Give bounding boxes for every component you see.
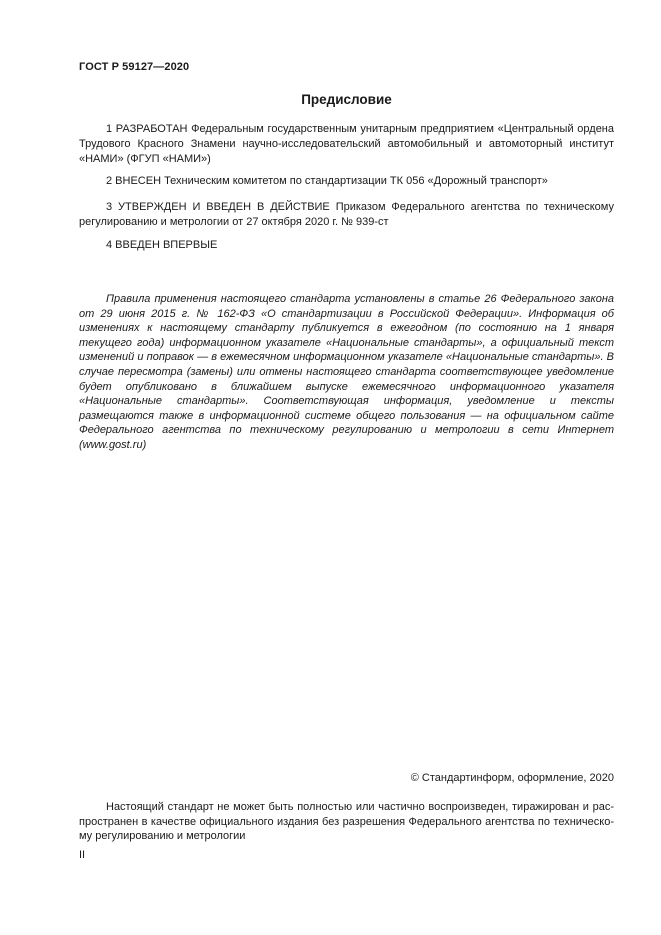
standard-code: ГОСТ Р 59127—2020 (79, 61, 190, 73)
foreword-item-introduced: 4 ВВЕДЕН ВПЕРВЫЕ (106, 239, 218, 251)
section-title: Предисловие (301, 92, 392, 107)
foreword-item-developed: 1 РАЗРАБОТАН Федеральным государственным унитарным предприятием «Центральный ордена Трудового Красного Знамени научно-исследовательский автомобильный и автомоторный институт «НАМИ» (ФГУП «НАМИ») (79, 123, 614, 165)
foreword-item-submitted: 2 ВНЕСЕН Техническим комитетом по стандартизации ТК 056 «Дорожный транспорт» (106, 175, 548, 187)
application-rules-notice: Правила применения настоящего стандарта установлены в статье 26 Федерального закона от 29 июня 2015 г. № 162-ФЗ «О стандартизации в Российской Федерации». Информация об изменениях к настоящему стандарту публикуется в ежегодном (по состоянию на 1 января текущего года) информационном указателе «Национальные стандарты», а официальный текст изменений и поправок — в ежемесячном информационном указателе «Национальные стандарты». В случае пересмотра (замены) или отмены настоящего стандарта соответствующее уведомление будет опубликовано в ближайшем выпуске ежемесячного информационного указателя «Национальные стандарты». Соответствующая информация, уведомление и тексты размещаются также в информационной системе общего пользования — на официальном сайте Федерального агентства по техническому регулированию и метрологии в сети Интернет (www.gost.ru) (79, 293, 614, 451)
page-number: II (79, 849, 86, 861)
copyright-line: © Стандартинформ, оформление, 2020 (410, 772, 614, 784)
reproduction-notice: Настоящий стандарт не может быть полностью или частично воспроизведен, тиражирован и распространен в качестве официального издания без разрешения Федерального агентства по техническому регулированию и метрологии (79, 801, 614, 843)
foreword-item-approved: 3 УТВЕРЖДЕН И ВВЕДЕН В ДЕЙСТВИЕ Приказом Федерального агентства по техническому регулированию и метрологии от 27 октября 2020 г. № 939-ст (79, 201, 614, 228)
